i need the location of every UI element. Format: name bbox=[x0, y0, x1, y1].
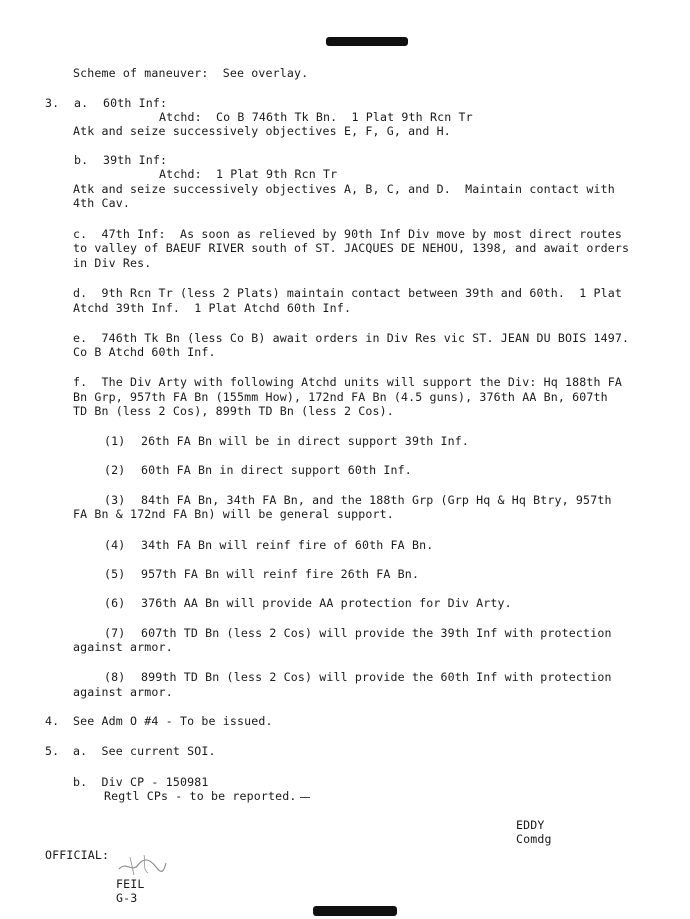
para-3b-title: 39th Inf: bbox=[103, 153, 168, 167]
para-4-text: See Adm O #4 - To be issued. bbox=[73, 714, 273, 728]
support-item-4-text: 34th FA Bn will reinf fire of 60th FA Bn. bbox=[141, 538, 434, 552]
support-item-3-text: 84th FA Bn, 34th FA Bn, and the 188th Grp (Grp Hq & Hq Btry, 957th bbox=[141, 493, 612, 507]
support-item-7-text: 607th TD Bn (less 2 Cos) will provide the 39th Inf with protection bbox=[141, 626, 612, 640]
para-3f-line-2: Bn Grp, 957th FA Bn (155mm How), 172nd FA Bn (4.5 guns), 376th AA Bn, 607th bbox=[73, 390, 608, 404]
para-3c-line-1: c. 47th Inf: As soon as relieved by 90th Inf Div move by most direct routes bbox=[73, 227, 623, 241]
signature-name: EDDY bbox=[516, 818, 545, 832]
para-3b-attached: Atchd: 1 Plat 9th Rcn Tr bbox=[159, 167, 338, 181]
support-item-6-text: 376th AA Bn will provide AA protection for Div Arty. bbox=[141, 596, 512, 610]
support-item-7-number: (7) bbox=[104, 626, 126, 640]
support-item-6-number: (6) bbox=[104, 596, 126, 610]
para-3c-line-2: to valley of BAEUF RIVER south of ST. JACQUES DE NEHOU, 1398, and await orders bbox=[73, 241, 630, 255]
para-3-number: 3. bbox=[45, 96, 60, 110]
para-3c-line-3: in Div Res. bbox=[73, 256, 152, 270]
para-3a-text: Atk and seize successively objectives E, F, G, and H. bbox=[73, 124, 451, 138]
para-3b-letter: b. bbox=[74, 153, 89, 167]
official-name: FEIL bbox=[116, 877, 145, 891]
support-item-8-number: (8) bbox=[104, 670, 126, 684]
para-5a: a. See current SOI. bbox=[73, 744, 216, 758]
para-5b-line-1: b. Div CP - 150981 bbox=[73, 775, 209, 789]
redaction-bar-bottom bbox=[313, 906, 397, 916]
para-3a-attached: Atchd: Co B 746th Tk Bn. 1 Plat 9th Rcn Tr bbox=[159, 110, 473, 124]
para-3e-line-1: e. 746th Tk Bn (less Co B) await orders in Div Res vic ST. JEAN DU BOIS 1497. bbox=[73, 331, 630, 345]
para-3a-title: 60th Inf: bbox=[103, 96, 168, 110]
support-item-7-continuation: against armor. bbox=[73, 640, 173, 654]
para-3d-line-1: d. 9th Rcn Tr (less 2 Plats) maintain contact between 39th and 60th. 1 Plat bbox=[73, 286, 623, 300]
support-item-1-text: 26th FA Bn will be in direct support 39th Inf. bbox=[141, 434, 469, 448]
signature-title: Comdg bbox=[516, 832, 552, 846]
support-item-1-number: (1) bbox=[104, 434, 126, 448]
support-item-8-continuation: against armor. bbox=[73, 685, 173, 699]
handwritten-initials bbox=[116, 851, 168, 879]
support-item-5-number: (5) bbox=[104, 567, 126, 581]
official-label: OFFICIAL: bbox=[45, 848, 110, 862]
typed-line-tail bbox=[300, 797, 310, 798]
support-item-3-continuation: FA Bn & 172nd FA Bn) will be general support. bbox=[73, 507, 394, 521]
para-3f-line-3: TD Bn (less 2 Cos), 899th TD Bn (less 2 Cos). bbox=[73, 404, 394, 418]
para-3d-line-2: Atchd 39th Inf. 1 Plat Atchd 60th Inf. bbox=[73, 301, 352, 315]
support-item-2-number: (2) bbox=[104, 463, 126, 477]
scheme-of-maneuver: Scheme of maneuver: See overlay. bbox=[73, 66, 309, 80]
support-item-2-text: 60th FA Bn in direct support 60th Inf. bbox=[141, 463, 412, 477]
para-5b-line-2: Regtl CPs - to be reported. bbox=[104, 789, 297, 803]
para-5-number: 5. bbox=[45, 744, 60, 758]
para-3f-line-1: f. The Div Arty with following Atchd units will support the Div: Hq 188th FA bbox=[73, 375, 623, 389]
support-item-3-number: (3) bbox=[104, 493, 126, 507]
support-item-5-text: 957th FA Bn will reinf fire 26th FA Bn. bbox=[141, 567, 420, 581]
redaction-bar-top bbox=[326, 37, 408, 46]
para-3b-text-2: 4th Cav. bbox=[73, 196, 131, 210]
support-item-4-number: (4) bbox=[104, 538, 126, 552]
support-item-8-text: 899th TD Bn (less 2 Cos) will provide the 60th Inf with protection bbox=[141, 670, 612, 684]
para-3b-text-1: Atk and seize successively objectives A, B, C, and D. Maintain contact with bbox=[73, 182, 615, 196]
official-title: G-3 bbox=[116, 891, 138, 905]
para-3e-line-2: Co B Atchd 60th Inf. bbox=[73, 345, 216, 359]
para-3a-letter: a. bbox=[74, 96, 89, 110]
para-4-number: 4. bbox=[45, 714, 60, 728]
